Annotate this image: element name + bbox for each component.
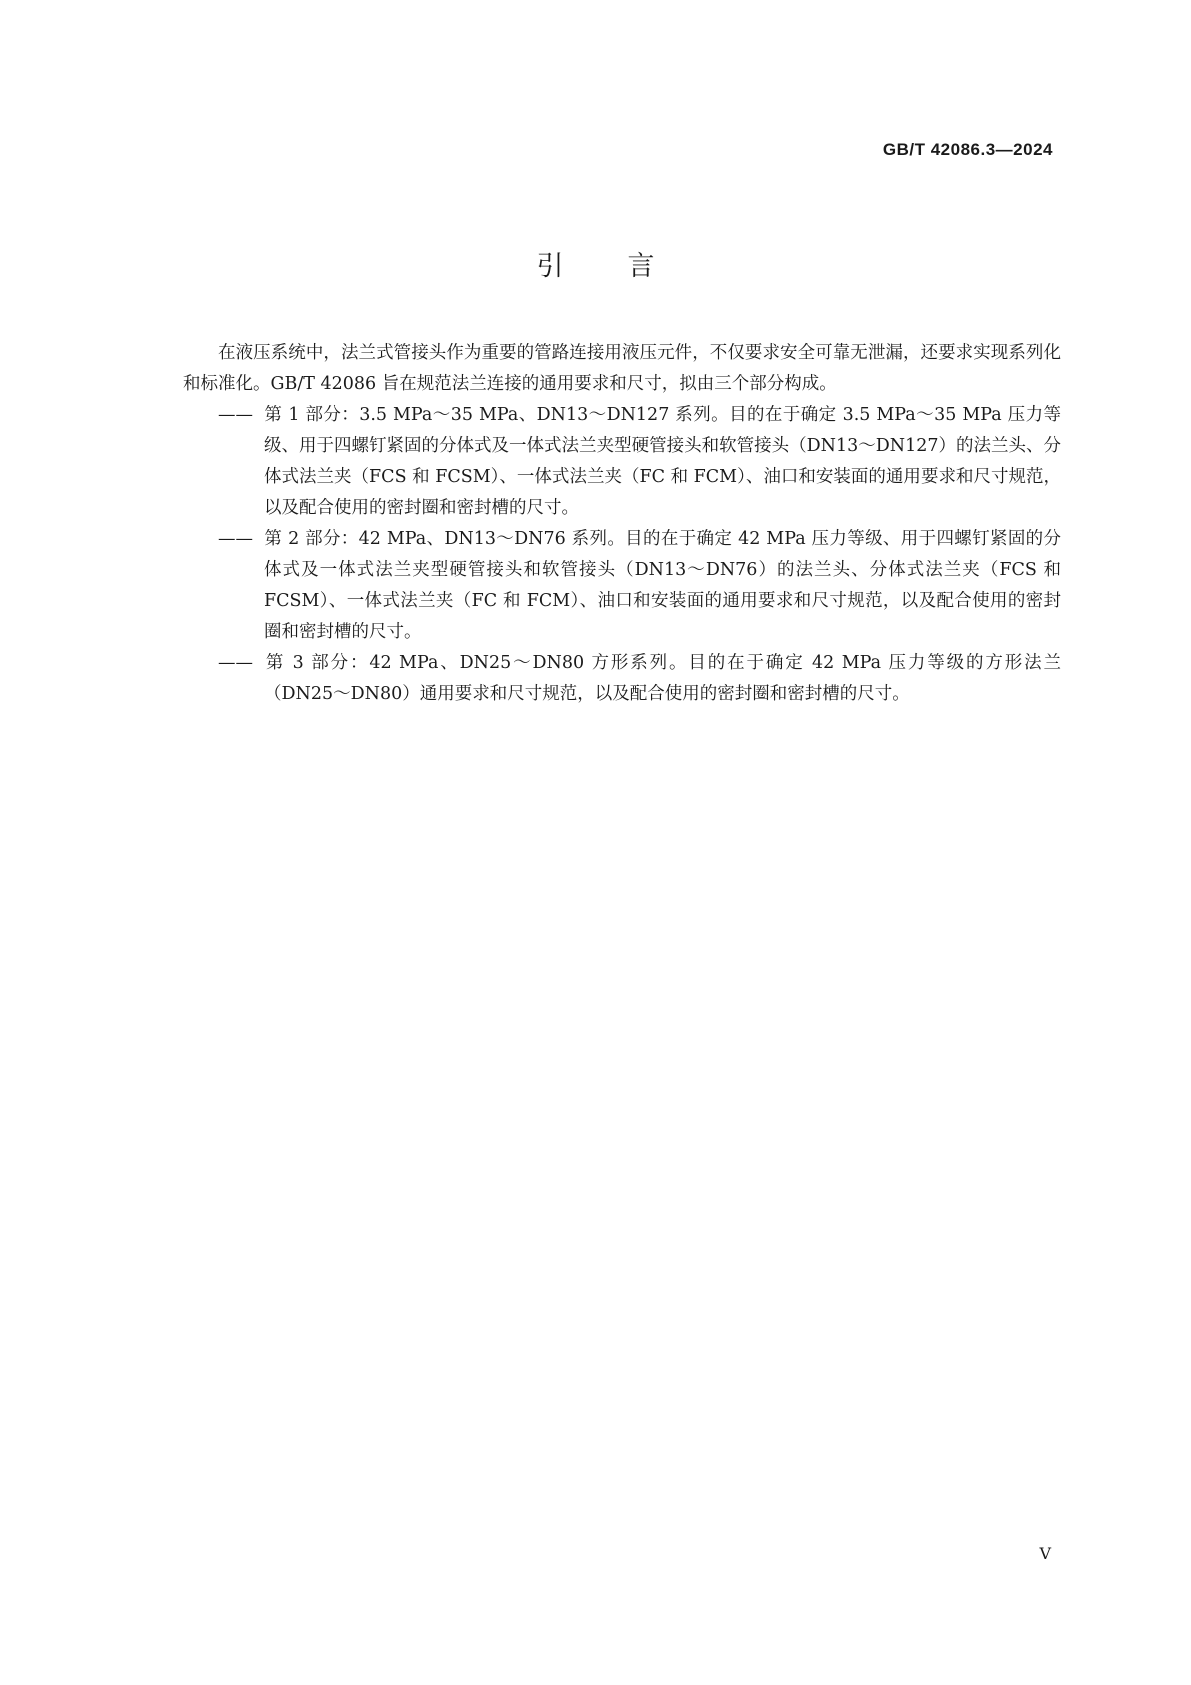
list-dash: ——: [218, 405, 253, 425]
list-item-part-2: [183, 524, 1061, 648]
standard-code: GB/T 42086.3—2024: [882, 140, 1053, 159]
list-item-text: 第 2 部分：42 MPa、DN13～DN76 系列。目的在于确定 42 MPa 压力等级、用于四螺钉紧固的分体式及一体式法兰夹型硬管接头和软管接头（DN13～DN76）的法兰头、分体式法兰夹（FCS 和 FCSM）、一体式法兰夹（FC 和 FCM）、油口和安装面的通用要求和尺寸规范，以及配合使用的密封圈和密封槽的尺寸。: [264, 529, 1061, 642]
page-number: V: [1039, 1544, 1051, 1563]
list-item-text: 第 3 部分：42 MPa、DN25～DN80 方形系列。目的在于确定 42 MPa 压力等级的方形法兰（DN25～DN80）通用要求和尺寸规范，以及配合使用的密封圈和密封槽的尺寸。: [264, 653, 1061, 704]
list-item-text: 第 1 部分：3.5 MPa～35 MPa、DN13～DN127 系列。目的在于确定 3.5 MPa～35 MPa 压力等级、用于四螺钉紧固的分体式及一体式法兰夹型硬管接头和软管接头（DN13～DN127）的法兰头、分体式法兰夹（FCS 和 FCSM）、一体式法兰夹（FC 和 FCM）、油口和安装面的通用要求和尺寸规范，以及配合使用的密封圈和密封槽的尺寸。: [264, 405, 1061, 518]
intro-paragraph: 在液压系统中，法兰式管接头作为重要的管路连接用液压元件，不仅要求安全可靠无泄漏，还要求实现系列化和标准化。GB/T 42086 旨在规范法兰连接的通用要求和尺寸，拟由三个部分构成。: [183, 343, 1061, 394]
page-title: 引言: [536, 251, 719, 282]
list-dash: ——: [218, 529, 253, 549]
list-item-part-3: [183, 648, 1061, 710]
list-item-part-1: [183, 400, 1061, 524]
list-dash: ——: [218, 653, 253, 673]
document-body: [183, 338, 1061, 710]
